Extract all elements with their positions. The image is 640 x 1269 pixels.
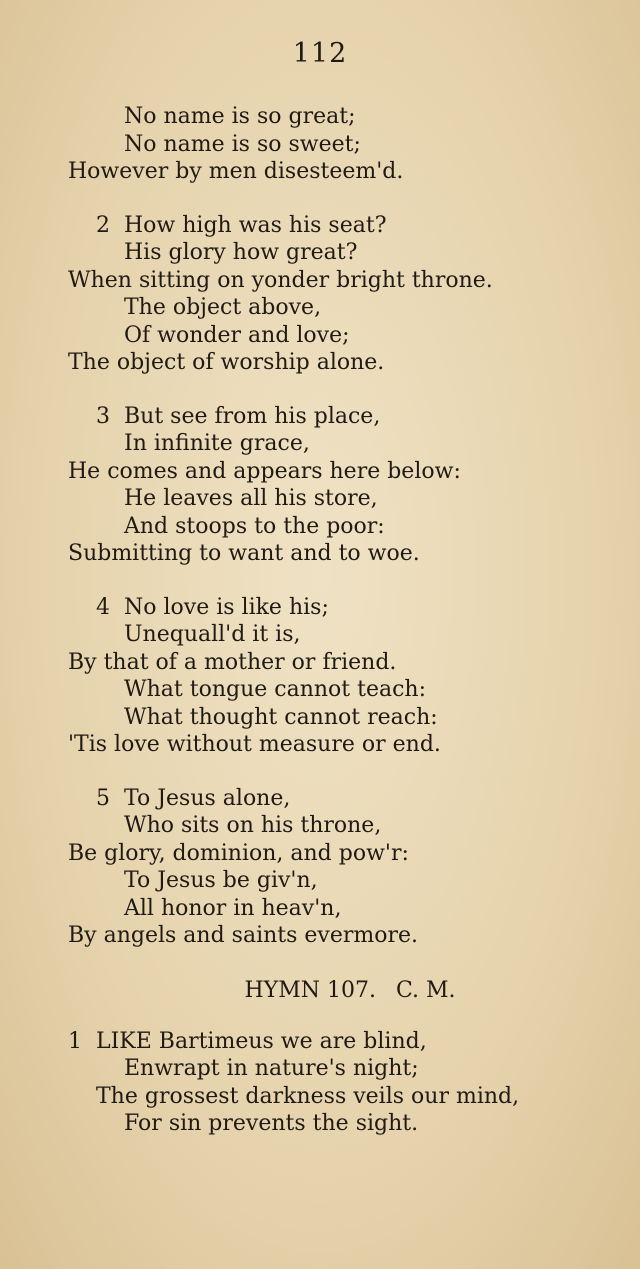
verse-line: Who sits on his throne, (124, 813, 382, 838)
verse-line: By angels and saints evermore. (68, 923, 419, 948)
verse-line: Of wonder and love; (124, 322, 350, 348)
verse-line: 4 No love is like his; (96, 594, 329, 620)
verse-line: To Jesus be giv'n, (124, 868, 318, 893)
stanza-5 (0, 785, 640, 950)
stanza-continued (0, 103, 640, 186)
verse-line: 'Tis love without measure or end. (68, 732, 441, 757)
stanza-number: 5 (96, 785, 110, 811)
verse-line: The object of worship alone. (68, 350, 385, 375)
hymn-107-stanza-1 (0, 1028, 640, 1138)
stanza-number: 4 (96, 594, 110, 620)
verse-line: His glory how great? (124, 240, 358, 265)
verse-line: However by men disesteem'd. (68, 159, 404, 184)
stanza-number: 3 (96, 403, 110, 429)
verse-line: What thought cannot reach: (124, 704, 438, 730)
verse-line: What tongue cannot teach: (124, 677, 426, 702)
verse-line: The grossest darkness veils our mind, (96, 1083, 520, 1109)
stanza-2 (0, 212, 640, 377)
verse-line: No name is so great; (124, 104, 356, 129)
stanza-3 (0, 403, 640, 568)
verse-line: He comes and appears here below: (68, 458, 461, 484)
hymn-heading (0, 976, 640, 1006)
verse-line: Submitting to want and to woe. (68, 541, 420, 566)
verse-line: The object above, (124, 295, 322, 320)
verse-line: No name is so sweet; (124, 131, 361, 157)
verse-line: When sitting on yonder bright throne. (68, 267, 493, 293)
verse-line: Be glory, dominion, and pow'r: (68, 840, 409, 866)
hymn-page (0, 103, 640, 1138)
page-number: 112 (292, 38, 348, 69)
verse-line: He leaves all his store, (124, 486, 378, 511)
verse-line: Enwrapt in nature's night; (124, 1056, 419, 1081)
verse-line: All honor in heav'n, (124, 895, 342, 921)
verse-line: In infinite grace, (124, 431, 310, 456)
hymn-meter: C. M. (395, 977, 456, 1003)
verse-line: For sin prevents the sight. (124, 1111, 419, 1136)
verse-line: And stoops to the poor: (124, 513, 385, 539)
stanza-number: 1 (68, 1028, 82, 1054)
verse-line: Unequall'd it is, (124, 622, 301, 647)
verse-line: 5 To Jesus alone, (96, 785, 291, 811)
hymn-title: HYMN 107. (244, 977, 376, 1003)
verse-line: By that of a mother or friend. (68, 649, 397, 675)
verse-line: 3 But see from his place, (96, 403, 381, 429)
stanza-number: 2 (96, 212, 110, 238)
verse-line: 2 How high was his seat? (96, 212, 387, 238)
verse-line: 1 LIKE Bartimeus we are blind, (68, 1028, 427, 1054)
stanza-4 (0, 594, 640, 759)
